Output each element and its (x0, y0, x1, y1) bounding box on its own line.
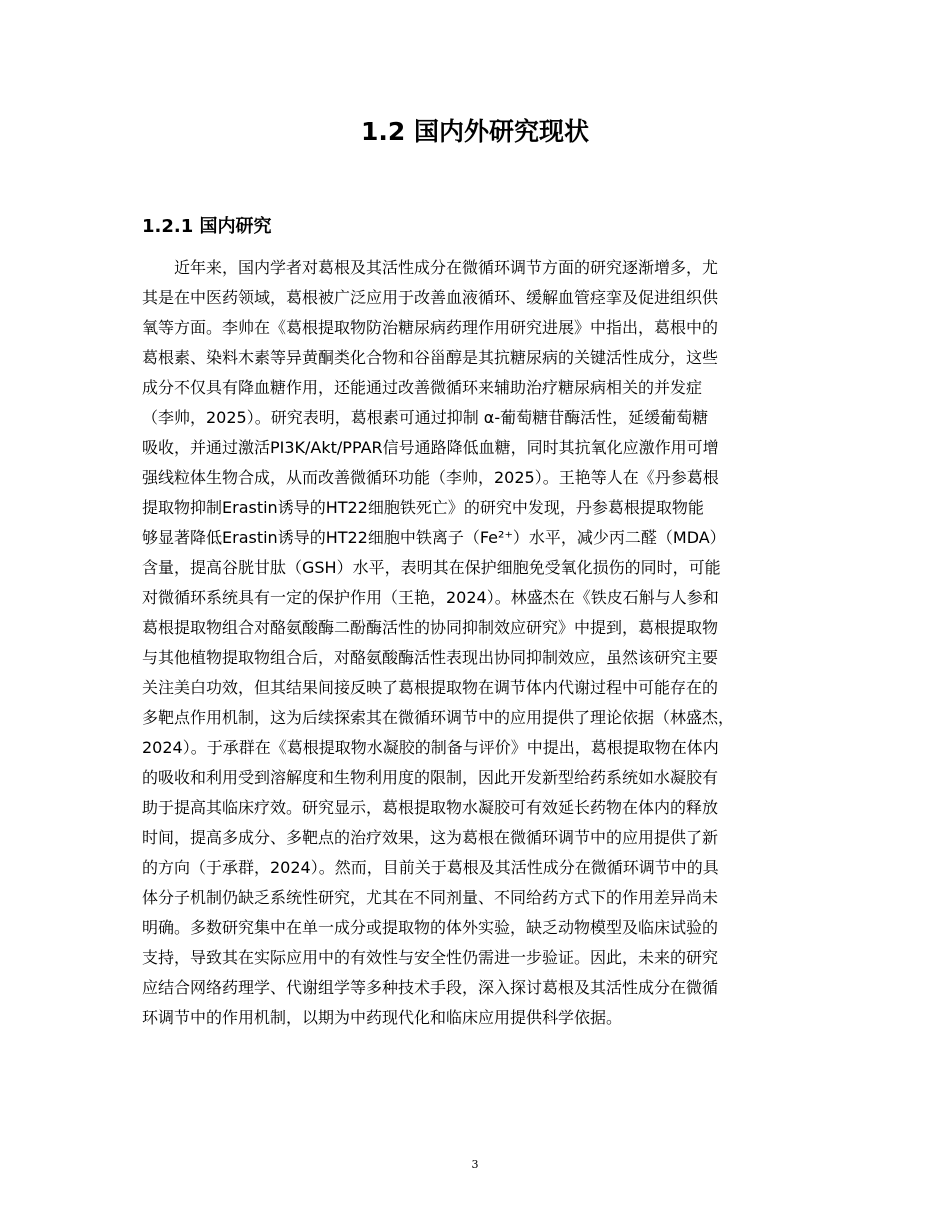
paragraph-line: 体分子机制仍缺乏系统性研究，尤其在不同剂量、不同给药方式下的作用差异尚未 (142, 888, 719, 907)
paragraph-line: 成分不仅具有降血糖作用，还能通过改善微循环来辅助治疗糖尿病相关的并发症 (142, 378, 703, 397)
paragraph-line: 含量，提高谷胱甘肽（GSH）水平，表明其在保护细胞免受氧化损伤的同时，可能 (142, 558, 721, 577)
paragraph-line: 的方向（于承群，2024）。然而，目前关于葛根及其活性成分在微循环调节中的具 (142, 858, 719, 877)
paragraph-line: 吸收，并通过激活PI3K/Akt/PPAR信号通路降低血糖，同时其抗氧化应激作用可增 (142, 438, 719, 457)
paragraph-line: 葛根素、染料木素等异黄酮类化合物和谷甾醇是其抗糖尿病的关键活性成分，这些 (142, 348, 719, 367)
paragraph-line: 应结合网络药理学、代谢组学等多种技术手段，深入探讨葛根及其活性成分在微循 (142, 978, 719, 997)
paragraph-line: 近年来，国内学者对葛根及其活性成分在微循环调节方面的研究逐渐增多，尤 (142, 258, 719, 277)
paragraph-line: 够显著降低Erastin诱导的HT22细胞中铁离子（Fe²⁺）水平，减少丙二醛（MDA） (142, 528, 726, 547)
paragraph-line: 的吸收和利用受到溶解度和生物利用度的限制，因此开发新型给药系统如水凝胶有 (142, 768, 719, 787)
paragraph-line: 环调节中的作用机制，以期为中药现代化和临床应用提供科学依据。 (142, 1008, 623, 1027)
page-number: 3 (471, 1158, 479, 1171)
paragraph-line: 强线粒体生物合成，从而改善微循环功能（李帅，2025）。王艳等人在《丹参葛根 (142, 468, 719, 487)
paragraph-line: 时间，提高多成分、多靶点的治疗效果，这为葛根在微循环调节中的应用提供了新 (142, 828, 719, 847)
paragraph-line: 其是在中医药领域，葛根被广泛应用于改善血液循环、缓解血管痉挛及促进组织供 (142, 288, 719, 307)
paragraph-line: 葛根提取物组合对酪氨酸酶二酚酶活性的协同抑制效应研究》中提到，葛根提取物 (142, 618, 719, 637)
paragraph-line: （李帅，2025）。研究表明，葛根素可通过抑制 α-葡萄糖苷酶活性，延缓葡萄糖 (142, 408, 709, 427)
paragraph-line: 明确。多数研究集中在单一成分或提取物的体外实验，缺乏动物模型及临床试验的 (142, 918, 719, 937)
paragraph-line: 氧等方面。李帅在《葛根提取物防治糖尿病药理作用研究进展》中指出，葛根中的 (142, 318, 719, 337)
paragraph-line: 多靶点作用机制，这为后续探索其在微循环调节中的应用提供了理论依据（林盛杰， (142, 708, 735, 727)
paragraph-line: 2024）。于承群在《葛根提取物水凝胶的制备与评价》中提出，葛根提取物在体内 (142, 738, 719, 757)
section-heading: 1.2.1 国内研究 (142, 216, 272, 237)
paragraph-line: 对微循环系统具有一定的保护作用（王艳，2024）。林盛杰在《铁皮石斛与人参和 (142, 588, 719, 607)
chapter-title: 1.2 国内外研究现状 (361, 117, 589, 146)
paragraph-line: 提取物抑制Erastin诱导的HT22细胞铁死亡》的研究中发现，丹参葛根提取物能 (142, 498, 704, 517)
paragraph-line: 关注美白功效，但其结果间接反映了葛根提取物在调节体内代谢过程中可能存在的 (142, 678, 719, 697)
paragraph-line: 与其他植物提取物组合后，对酪氨酸酶活性表现出协同抑制效应，虽然该研究主要 (142, 648, 719, 667)
paragraph-line: 助于提高其临床疗效。研究显示，葛根提取物水凝胶可有效延长药物在体内的释放 (142, 798, 719, 817)
paragraph-line: 支持，导致其在实际应用中的有效性与安全性仍需进一步验证。因此，未来的研究 (142, 948, 719, 967)
body-paragraph (142, 253, 812, 1033)
